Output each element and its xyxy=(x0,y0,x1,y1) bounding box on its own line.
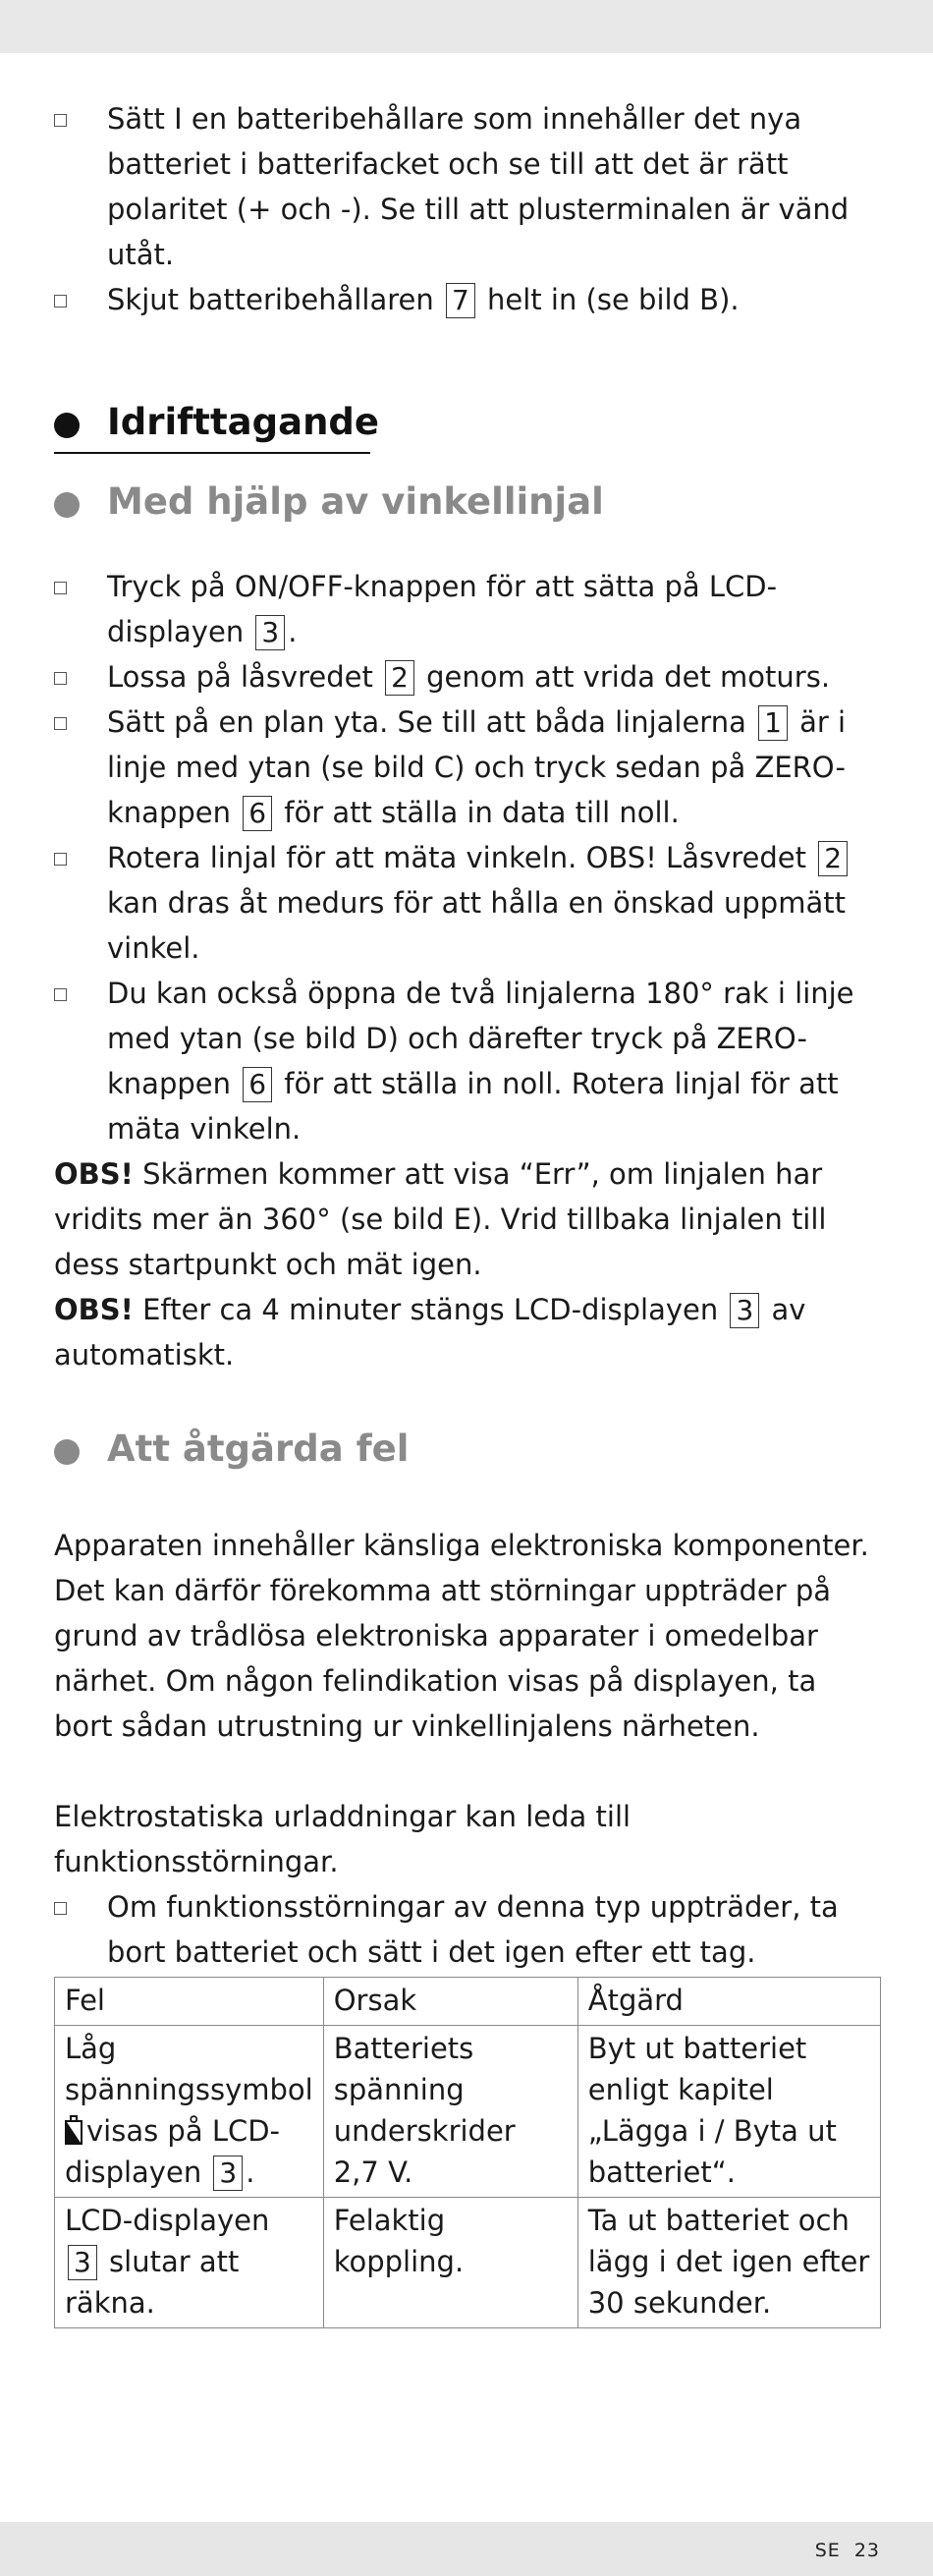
top-header-bar xyxy=(0,0,933,53)
subsection-heading xyxy=(54,476,881,531)
step-text: Du kan också öppna de två linjalerna 180° rak i linje med ytan (se bild D) och därefter tryck på ZERO-knappen xyxy=(107,977,854,1100)
step-text: Sätt på en plan yta. Se till att båda linjalerna xyxy=(107,705,746,739)
cell-text: visas på LCD-displayen xyxy=(65,2114,281,2189)
bullet-box-icon xyxy=(54,582,67,594)
troubleshooting-table xyxy=(54,1977,881,2328)
step-text: för att ställa in data till noll. xyxy=(284,796,680,829)
reference-number: 3 xyxy=(213,2156,243,2191)
note-text: Efter ca 4 minuter stängs LCD-displayen xyxy=(142,1293,719,1326)
step-text: Tryck på ON/OFF-knappen för att sätta på LCD-displayen xyxy=(107,570,778,648)
note-text: av automatiskt. xyxy=(54,1293,806,1372)
note-label: OBS! xyxy=(54,1293,134,1326)
list-item xyxy=(54,835,881,971)
intro-item-text: Sätt I en batteribehållare som innehåller det nya batteriet i batterifacket och se till att det är rätt polaritet (+ och -). Se till att plusterminalen är vänd utåt. xyxy=(107,102,850,271)
step-text: kan dras åt medurs för att hålla en önskad uppmätt vinkel. xyxy=(107,886,846,965)
list-item xyxy=(54,971,881,1151)
reference-number: 3 xyxy=(255,615,285,650)
table-header-cell: Åtgärd xyxy=(577,1978,880,2026)
section-heading-text: Idrifttagande xyxy=(107,401,379,443)
cell-text: LCD-displayen xyxy=(65,2204,270,2237)
reference-number: 6 xyxy=(243,796,272,831)
reference-number: 3 xyxy=(730,1293,759,1328)
bullet-box-icon xyxy=(54,295,67,308)
note-paragraph xyxy=(54,1287,881,1377)
bullet-box-icon xyxy=(54,1902,67,1915)
list-item-text: Om funktionsstörningar av denna typ uppträder, ta bort batteriet och sätt i det igen efter ett tag. xyxy=(107,1890,839,1969)
note-paragraph xyxy=(54,1151,881,1287)
table-row xyxy=(55,2026,881,2198)
table-cell: Ta ut batteriet och lägg i det igen efter 30 sekunder. xyxy=(577,2198,880,2328)
intro-item-text: Skjut batteribehållaren xyxy=(107,283,434,316)
reference-number: 3 xyxy=(68,2245,97,2280)
reference-number: 2 xyxy=(818,841,848,876)
footer-bar xyxy=(0,2522,933,2576)
page-number-value: 23 xyxy=(853,2540,880,2561)
language-code: SE xyxy=(814,2540,841,2561)
step-text: . xyxy=(288,615,298,648)
bullet-dot-icon xyxy=(54,1439,80,1465)
bullet-dot-icon xyxy=(54,413,80,438)
subsection-heading xyxy=(54,1423,881,1478)
table-header-row xyxy=(55,1978,881,2026)
bullet-dot-icon xyxy=(54,492,80,518)
cell-text: . xyxy=(246,2156,255,2189)
list-item xyxy=(54,564,881,654)
list-item xyxy=(54,700,881,835)
table-row xyxy=(55,2198,881,2328)
list-item xyxy=(54,277,881,322)
section-heading xyxy=(54,397,881,456)
table-cell: Felaktig koppling. xyxy=(323,2198,577,2328)
table-cell xyxy=(55,2198,324,2328)
heading-underline xyxy=(54,452,370,454)
reference-number: 6 xyxy=(243,1067,272,1102)
list-item xyxy=(54,96,881,277)
note-label: OBS! xyxy=(54,1157,134,1191)
low-battery-icon xyxy=(65,2115,82,2145)
page-content xyxy=(54,96,881,2328)
page-number xyxy=(815,2540,880,2561)
step-text: genom att vrida det moturs. xyxy=(426,660,831,694)
body-paragraph: Elektrostatiska urladdningar kan leda till funktionsstörningar. xyxy=(54,1800,631,1878)
bullet-box-icon xyxy=(54,672,67,685)
step-text: är i linje med ytan (se bild C) och tryck sedan på ZERO-knappen xyxy=(107,705,847,829)
subsection-heading-text: Att åtgärda fel xyxy=(107,1428,410,1470)
bullet-box-icon xyxy=(54,114,67,127)
step-text: Rotera linjal för att mäta vinkeln. OBS! Låsvredet xyxy=(107,841,807,874)
bullet-box-icon xyxy=(54,717,67,730)
cell-text: slutar att räkna. xyxy=(65,2245,240,2320)
table-header-cell: Fel xyxy=(55,1978,324,2026)
step-text: för att ställa in noll. Rotera linjal för att mäta vinkeln. xyxy=(107,1067,839,1146)
note-text: Skärmen kommer att visa “Err”, om linjalen har vridits mer än 360° (se bild E). Vrid tillbaka linjalen till dess startpunkt och mät igen. xyxy=(54,1157,827,1281)
subsection-heading-text: Med hjälp av vinkellinjal xyxy=(107,480,604,523)
step-text: Lossa på låsvredet xyxy=(107,660,373,694)
reference-number: 2 xyxy=(385,660,414,696)
list-item xyxy=(54,654,881,700)
cell-text: Låg spänningssymbol xyxy=(65,2032,313,2106)
intro-item-text: helt in (se bild B). xyxy=(487,283,740,316)
list-item xyxy=(54,1884,881,1975)
bullet-box-icon xyxy=(54,988,67,1001)
table-header-cell: Orsak xyxy=(323,1978,577,2026)
table-cell: Byt ut batteriet enligt kapitel „Lägga i / Byta ut batteriet“. xyxy=(577,2026,880,2198)
bullet-box-icon xyxy=(54,853,67,866)
body-paragraph: Apparaten innehåller känsliga elektroniska komponenter. Det kan därför förekomma att störningar uppträder på grund av trådlösa elektroniska apparater i omedelbar närhet. Om någon felindikation visas på displayen, ta bort sådan utrustning ur vinkellinjalens närheten. xyxy=(54,1529,869,1743)
table-cell: Batteriets spänning underskrider 2,7 V. xyxy=(323,2026,577,2198)
reference-number: 7 xyxy=(446,283,475,318)
table-cell xyxy=(55,2026,324,2198)
reference-number: 1 xyxy=(758,705,788,741)
